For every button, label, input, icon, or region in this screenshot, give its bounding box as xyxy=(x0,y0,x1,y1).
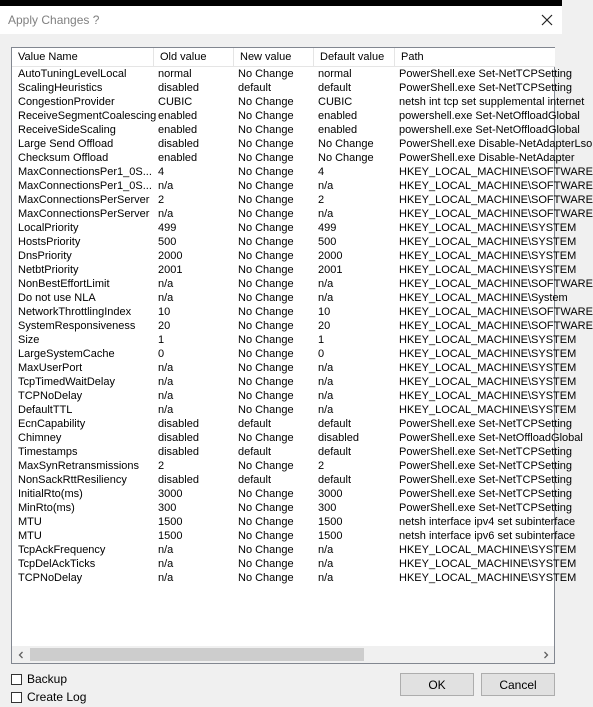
cell-old-value: n/a xyxy=(158,572,174,584)
table-row[interactable] xyxy=(12,445,573,459)
table-row[interactable] xyxy=(12,109,580,123)
table-row[interactable] xyxy=(12,81,573,95)
cell-new-value: No Change xyxy=(238,334,294,346)
table-row[interactable] xyxy=(12,263,577,277)
cell-new-value: default xyxy=(238,82,272,94)
cell-new-value: No Change xyxy=(238,530,294,542)
cell-value-name: ScalingHeuristics xyxy=(18,82,103,94)
table-row[interactable] xyxy=(12,431,583,445)
cell-default-value: default xyxy=(318,418,352,430)
cell-new-value: No Change xyxy=(238,320,294,332)
table-row[interactable] xyxy=(12,487,573,501)
cell-value-name: Timestamps xyxy=(18,446,78,458)
cell-path: HKEY_LOCAL_MACHINE\SOFTWARE xyxy=(399,278,593,290)
table-row[interactable] xyxy=(12,333,577,347)
cell-new-value: No Change xyxy=(238,362,294,374)
cell-old-value: n/a xyxy=(158,404,174,416)
table-row[interactable] xyxy=(12,305,593,319)
cell-new-value: No Change xyxy=(238,544,294,556)
cell-default-value: n/a xyxy=(318,180,334,192)
cell-value-name: MaxConnectionsPerServer xyxy=(18,194,150,206)
cell-old-value: 1500 xyxy=(158,530,183,542)
cell-default-value: 499 xyxy=(318,222,337,234)
cell-old-value: n/a xyxy=(158,376,174,388)
cell-new-value: No Change xyxy=(238,432,294,444)
cell-default-value: CUBIC xyxy=(318,96,353,108)
title-bar xyxy=(0,6,562,34)
cell-path: HKEY_LOCAL_MACHINE\SYSTEM xyxy=(399,558,577,570)
cell-old-value: 2001 xyxy=(158,264,183,276)
cell-default-value: disabled xyxy=(318,432,359,444)
cell-path: HKEY_LOCAL_MACHINE\SOFTWARE xyxy=(399,320,593,332)
cell-path: PowerShell.exe Set-NetTCPSetting xyxy=(399,68,573,80)
scroll-right-button[interactable] xyxy=(537,646,554,663)
cell-default-value: default xyxy=(318,474,352,486)
cell-value-name: MaxSynRetransmissions xyxy=(18,460,140,472)
column-header-default-value[interactable]: Default value xyxy=(314,48,395,66)
cell-value-name: MaxConnectionsPer1_0S... xyxy=(18,180,152,192)
table-row[interactable] xyxy=(12,235,577,249)
cell-value-name: ReceiveSegmentCoalescing xyxy=(18,110,157,122)
cell-default-value: 500 xyxy=(318,236,337,248)
cell-value-name: TcpDelAckTicks xyxy=(18,558,96,570)
cell-old-value: enabled xyxy=(158,110,198,122)
cell-old-value: 500 xyxy=(158,236,177,248)
cell-new-value: No Change xyxy=(238,404,294,416)
cell-value-name: Checksum Offload xyxy=(18,152,109,164)
cell-old-value: disabled xyxy=(158,138,199,150)
cell-default-value: normal xyxy=(318,68,352,80)
cell-old-value: n/a xyxy=(158,208,174,220)
cell-path: powershell.exe Set-NetOffloadGlobal xyxy=(399,124,580,136)
table-row[interactable] xyxy=(12,529,576,543)
cell-default-value: n/a xyxy=(318,572,334,584)
table-row[interactable] xyxy=(12,291,568,305)
cell-value-name: DnsPriority xyxy=(18,250,72,262)
table-row[interactable] xyxy=(12,207,593,221)
cell-path: HKEY_LOCAL_MACHINE\SOFTWARE xyxy=(399,306,593,318)
window-title: Apply Changes ? xyxy=(8,13,100,27)
cell-path: HKEY_LOCAL_MACHINE\SYSTEM xyxy=(399,362,577,374)
table-row[interactable] xyxy=(12,501,573,515)
cell-new-value: No Change xyxy=(238,264,294,276)
cell-value-name: LocalPriority xyxy=(18,222,79,234)
table-row[interactable] xyxy=(12,403,577,417)
cell-new-value: default xyxy=(238,474,272,486)
cell-default-value: 3000 xyxy=(318,488,343,500)
cell-path: HKEY_LOCAL_MACHINE\System xyxy=(399,292,568,304)
cell-new-value: No Change xyxy=(238,166,294,178)
cell-value-name: ReceiveSideScaling xyxy=(18,124,116,136)
table-row[interactable] xyxy=(12,389,577,403)
cell-value-name: Do not use NLA xyxy=(18,292,96,304)
cell-value-name: NetworkThrottlingIndex xyxy=(18,306,132,318)
cell-default-value: n/a xyxy=(318,278,334,290)
cell-path: PowerShell.exe Set-NetTCPSetting xyxy=(399,502,573,514)
cell-default-value: 300 xyxy=(318,502,337,514)
column-header-new-value[interactable]: New value xyxy=(234,48,314,66)
cell-old-value: 4 xyxy=(158,166,165,178)
cell-default-value: n/a xyxy=(318,376,334,388)
cell-path: HKEY_LOCAL_MACHINE\SYSTEM xyxy=(399,236,577,248)
cell-default-value: No Change xyxy=(318,152,374,164)
table-row[interactable] xyxy=(12,375,577,389)
cell-old-value: 20 xyxy=(158,320,171,332)
cell-default-value: No Change xyxy=(318,138,374,150)
cell-value-name: NonBestEffortLimit xyxy=(18,278,110,290)
cell-path: PowerShell.exe Set-NetTCPSetting xyxy=(399,488,573,500)
cell-default-value: n/a xyxy=(318,404,334,416)
cell-old-value: n/a xyxy=(158,362,174,374)
cell-old-value: 1500 xyxy=(158,516,183,528)
create-log-label: Create Log xyxy=(27,690,87,704)
table-row[interactable] xyxy=(12,571,577,585)
cell-new-value: No Change xyxy=(238,558,294,570)
cell-new-value: No Change xyxy=(238,208,294,220)
cell-path: PowerShell.exe Set-NetOffloadGlobal xyxy=(399,432,583,444)
cell-path: PowerShell.exe Disable-NetAdapterLso xyxy=(399,138,593,150)
table-row[interactable] xyxy=(12,459,573,473)
changes-list[interactable] xyxy=(11,47,593,664)
cell-value-name: MaxUserPort xyxy=(18,362,83,374)
scroll-left-button[interactable] xyxy=(12,646,29,663)
cell-default-value: 2 xyxy=(318,460,325,472)
scrollbar-thumb[interactable] xyxy=(30,648,364,661)
cell-path: HKEY_LOCAL_MACHINE\SOFTWARE xyxy=(399,194,593,206)
table-row[interactable] xyxy=(12,95,585,109)
cell-value-name: DefaultTTL xyxy=(18,404,73,416)
cell-default-value: enabled xyxy=(318,124,358,136)
table-row[interactable] xyxy=(12,249,577,263)
cell-default-value: n/a xyxy=(318,362,334,374)
backup-label: Backup xyxy=(27,672,68,686)
cell-path: PowerShell.exe Disable-NetAdapter xyxy=(399,152,575,164)
cell-path: HKEY_LOCAL_MACHINE\SOFTWARE xyxy=(399,166,593,178)
cell-new-value: No Change xyxy=(238,516,294,528)
cell-path: PowerShell.exe Set-NetTCPSetting xyxy=(399,82,573,94)
ok-button[interactable]: OK xyxy=(400,673,474,696)
cell-value-name: Size xyxy=(18,334,40,346)
create-log-checkbox[interactable] xyxy=(11,692,22,703)
cell-old-value: enabled xyxy=(158,124,198,136)
cell-default-value: 0 xyxy=(318,348,325,360)
cell-new-value: No Change xyxy=(238,292,294,304)
cell-path: netsh interface ipv6 set subinterface xyxy=(399,530,576,542)
table-row[interactable] xyxy=(12,137,593,151)
cell-path: HKEY_LOCAL_MACHINE\SYSTEM xyxy=(399,404,577,416)
cell-default-value: 1500 xyxy=(318,530,343,542)
list-rows xyxy=(12,67,593,585)
table-row[interactable] xyxy=(12,277,593,291)
cell-old-value: n/a xyxy=(158,558,174,570)
cell-value-name: CongestionProvider xyxy=(18,96,115,108)
cell-path: HKEY_LOCAL_MACHINE\SYSTEM xyxy=(399,348,577,360)
cell-default-value: 2001 xyxy=(318,264,343,276)
cell-path: HKEY_LOCAL_MACHINE\SOFTWARE xyxy=(399,180,593,192)
cell-old-value: n/a xyxy=(158,180,174,192)
table-row[interactable] xyxy=(12,193,593,207)
cell-path: PowerShell.exe Set-NetTCPSetting xyxy=(399,446,573,458)
cell-value-name: LargeSystemCache xyxy=(18,348,115,360)
cell-path: PowerShell.exe Set-NetTCPSetting xyxy=(399,474,573,486)
cell-default-value: 2000 xyxy=(318,250,343,262)
chevron-right-icon xyxy=(542,651,550,659)
cell-old-value: n/a xyxy=(158,390,174,402)
cell-default-value: 10 xyxy=(318,306,331,318)
cell-value-name: Chimney xyxy=(18,432,62,444)
cell-default-value: enabled xyxy=(318,110,358,122)
cell-value-name: Large Send Offload xyxy=(18,138,114,150)
cell-path: HKEY_LOCAL_MACHINE\SYSTEM xyxy=(399,390,577,402)
cell-old-value: normal xyxy=(158,68,192,80)
cell-new-value: No Change xyxy=(238,348,294,360)
cell-new-value: No Change xyxy=(238,180,294,192)
cell-old-value: 2 xyxy=(158,194,165,206)
cell-value-name: MinRto(ms) xyxy=(18,502,75,514)
list-header xyxy=(12,48,555,67)
chevron-left-icon xyxy=(17,651,25,659)
cancel-button[interactable]: Cancel xyxy=(481,673,555,696)
table-row[interactable] xyxy=(12,347,577,361)
cell-value-name: SystemResponsiveness xyxy=(18,320,136,332)
cell-new-value: No Change xyxy=(238,68,294,80)
cell-path: HKEY_LOCAL_MACHINE\SYSTEM xyxy=(399,334,577,346)
cell-new-value: No Change xyxy=(238,390,294,402)
cell-path: PowerShell.exe Set-NetTCPSetting xyxy=(399,418,573,430)
cell-value-name: EcnCapability xyxy=(18,418,86,430)
cell-value-name: MTU xyxy=(18,516,42,528)
table-row[interactable] xyxy=(12,543,577,557)
cell-path: netsh interface ipv4 set subinterface xyxy=(399,516,576,528)
cell-new-value: No Change xyxy=(238,278,294,290)
cell-new-value: No Change xyxy=(238,96,294,108)
cell-path: HKEY_LOCAL_MACHINE\SYSTEM xyxy=(399,544,577,556)
cell-new-value: No Change xyxy=(238,152,294,164)
table-row[interactable] xyxy=(12,179,593,193)
cell-old-value: 300 xyxy=(158,502,177,514)
cell-default-value: 1 xyxy=(318,334,325,346)
cell-new-value: No Change xyxy=(238,222,294,234)
create-log-option[interactable] xyxy=(11,690,86,704)
cell-path: HKEY_LOCAL_MACHINE\SYSTEM xyxy=(399,264,577,276)
table-row[interactable] xyxy=(12,319,593,333)
cell-old-value: 2 xyxy=(158,460,165,472)
cell-old-value: disabled xyxy=(158,418,199,430)
cell-old-value: enabled xyxy=(158,152,198,164)
cell-old-value: n/a xyxy=(158,278,174,290)
cell-default-value: n/a xyxy=(318,558,334,570)
table-row[interactable] xyxy=(12,361,577,375)
cell-new-value: No Change xyxy=(238,572,294,584)
cell-path: HKEY_LOCAL_MACHINE\SYSTEM xyxy=(399,250,577,262)
cell-default-value: 1500 xyxy=(318,516,343,528)
cell-new-value: No Change xyxy=(238,502,294,514)
cell-new-value: No Change xyxy=(238,236,294,248)
cell-default-value: n/a xyxy=(318,544,334,556)
cell-value-name: NonSackRttResiliency xyxy=(18,474,127,486)
table-row[interactable] xyxy=(12,221,577,235)
cell-path: netsh int tcp set supplemental internet xyxy=(399,96,585,108)
cell-default-value: default xyxy=(318,82,352,94)
cell-value-name: MTU xyxy=(18,530,42,542)
table-row[interactable] xyxy=(12,165,593,179)
cell-new-value: No Change xyxy=(238,194,294,206)
cell-path: HKEY_LOCAL_MACHINE\SYSTEM xyxy=(399,572,577,584)
cell-path: HKEY_LOCAL_MACHINE\SYSTEM xyxy=(399,222,577,234)
table-row[interactable] xyxy=(12,557,577,571)
cell-new-value: No Change xyxy=(238,306,294,318)
cell-value-name: TcpAckFrequency xyxy=(18,544,106,556)
cell-value-name: NetbtPriority xyxy=(18,264,79,276)
cell-old-value: 3000 xyxy=(158,488,183,500)
cell-new-value: No Change xyxy=(238,460,294,472)
cell-new-value: No Change xyxy=(238,250,294,262)
cell-default-value: 2 xyxy=(318,194,325,206)
cell-default-value: n/a xyxy=(318,390,334,402)
column-header-old-value[interactable]: Old value xyxy=(154,48,234,66)
column-header-value-name[interactable]: Value Name xyxy=(12,48,154,66)
cell-old-value: 0 xyxy=(158,348,165,360)
cell-value-name: TcpTimedWaitDelay xyxy=(18,376,115,388)
cell-old-value: 2000 xyxy=(158,250,183,262)
cell-old-value: 1 xyxy=(158,334,165,346)
cell-old-value: CUBIC xyxy=(158,96,193,108)
cell-value-name: AutoTuningLevelLocal xyxy=(18,68,127,80)
cell-path: powershell.exe Set-NetOffloadGlobal xyxy=(399,110,580,122)
backup-checkbox[interactable] xyxy=(11,674,22,685)
cell-default-value: default xyxy=(318,446,352,458)
cell-new-value: default xyxy=(238,446,272,458)
cell-old-value: disabled xyxy=(158,82,199,94)
backup-option[interactable] xyxy=(11,672,67,686)
cell-value-name: MaxConnectionsPer1_0S... xyxy=(18,166,152,178)
cell-old-value: 499 xyxy=(158,222,177,234)
close-button[interactable] xyxy=(532,6,562,34)
cell-value-name: TCPNoDelay xyxy=(18,572,83,584)
table-row[interactable] xyxy=(12,151,575,165)
close-icon xyxy=(541,14,553,26)
cell-old-value: disabled xyxy=(158,432,199,444)
cell-new-value: No Change xyxy=(238,376,294,388)
cell-new-value: No Change xyxy=(238,124,294,136)
horizontal-scrollbar[interactable] xyxy=(12,646,554,663)
cell-old-value: 10 xyxy=(158,306,171,318)
cell-default-value: 4 xyxy=(318,166,325,178)
cell-default-value: n/a xyxy=(318,292,334,304)
cell-old-value: n/a xyxy=(158,544,174,556)
cell-value-name: HostsPriority xyxy=(18,236,81,248)
cell-path: HKEY_LOCAL_MACHINE\SOFTWARE xyxy=(399,208,593,220)
column-header-path[interactable]: Path xyxy=(401,51,424,63)
cell-value-name: TCPNoDelay xyxy=(18,390,83,402)
cell-old-value: disabled xyxy=(158,474,199,486)
table-row[interactable] xyxy=(12,123,580,137)
cell-new-value: default xyxy=(238,418,272,430)
cell-new-value: No Change xyxy=(238,110,294,122)
cell-value-name: MaxConnectionsPerServer xyxy=(18,208,150,220)
cell-old-value: n/a xyxy=(158,292,174,304)
cell-new-value: No Change xyxy=(238,488,294,500)
table-row[interactable] xyxy=(12,473,573,487)
cell-old-value: disabled xyxy=(158,446,199,458)
cell-default-value: 20 xyxy=(318,320,331,332)
cell-path: PowerShell.exe Set-NetTCPSetting xyxy=(399,460,573,472)
cell-path: HKEY_LOCAL_MACHINE\SYSTEM xyxy=(399,376,577,388)
table-row[interactable] xyxy=(12,67,573,81)
cell-new-value: No Change xyxy=(238,138,294,150)
cell-default-value: n/a xyxy=(318,208,334,220)
cell-value-name: InitialRto(ms) xyxy=(18,488,83,500)
table-row[interactable] xyxy=(12,417,573,431)
table-row[interactable] xyxy=(12,515,576,529)
